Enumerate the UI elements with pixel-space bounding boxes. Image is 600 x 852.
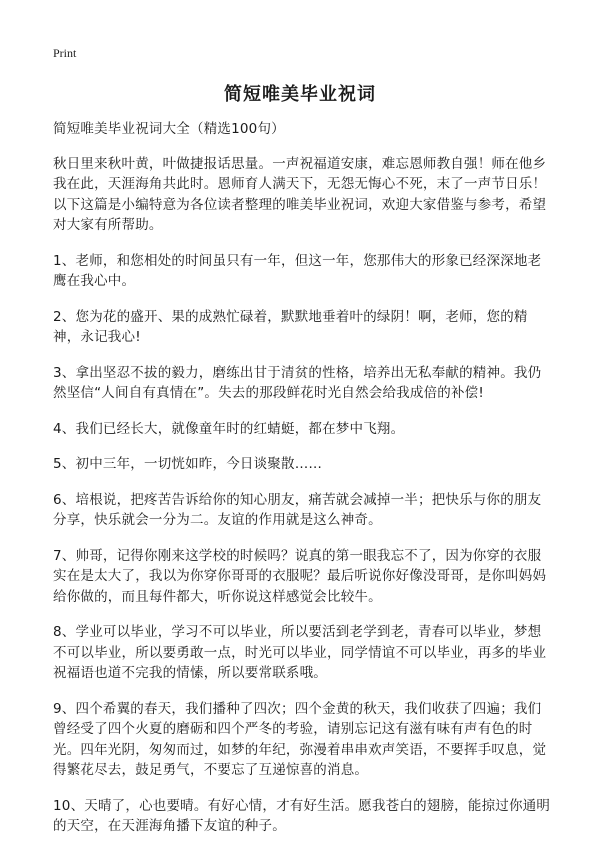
list-item: 6、培根说，把疼苦告诉给你的知心朋友，痛苦就会减掉一半；把快乐与你的朋友分享，快乐就会一分为二。友谊的作用就是这么神奇。 <box>53 491 542 528</box>
list-item: 3、拿出坚忍不拔的毅力，磨练出甘于清贫的性格，培养出无私奉献的精神。我仍然坚信“人间自有真情在”。失去的那段鲜花时光自然会给我成倍的补偿! <box>53 364 542 401</box>
list-item: 2、您为花的盛开、果的成熟忙碌着，默默地垂着叶的绿阴！啊，老师，您的精神，永记我心! <box>53 308 528 345</box>
print-link[interactable]: Print <box>53 46 77 60</box>
article-body <box>53 119 551 852</box>
list-item: 5、初中三年，一切恍如昨，今日谈聚散…… <box>53 456 323 472</box>
list-item: 8、学业可以毕业，学习不可以毕业，所以要活到老学到老，青春可以毕业，梦想不可以毕业，所以要勇敢一点，时光可以毕业，同学情谊不可以毕业，再多的毕业祝福语也道不完我的情愫，所以要常联系哦。 <box>53 624 547 681</box>
list-item: 1、老师，和您相处的时间虽只有一年，但这一年，您那伟大的形象已经深深地老鹰在我心中。 <box>53 252 542 289</box>
list-item: 9、四个希翼的春天，我们播种了四次；四个金黄的秋天，我们收获了四遍；我们曾经受了四个火夏的磨砺和四个严冬的考验，请别忘记这有滋有味有声有色的时光。四年光阴，匆匆而过，如梦的年纪，弥漫着串串欢声笑语，不要挥手叹息，觉得繁花尽去，鼓足勇气，不要忘了互递惊喜的消息。 <box>53 700 547 778</box>
list-item: 10、天晴了，心也要晴。有好心情，才有好生活。愿我苍白的翅膀，能掠过你通明的天空，在天涯海角播下友谊的种子。 <box>53 797 551 834</box>
list-item: 4、我们已经长大，就像童年时的红蜻蜓，都在梦中飞翔。 <box>53 420 405 437</box>
article-intro: 秋日里来秋叶黄，叶做捷报话思量。一声祝福道安康，难忘恩师教自强！师在他乡我在此，天涯海角共此时。恩师育人满天下，无怨无悔心不死，末了一声节日乐！以下这篇是小编特意为各位读者整理的唯美毕业祝词，欢迎大家借鉴与参考，希望对大家有所帮助。 <box>53 155 547 233</box>
list-item: 7、帅哥，记得你刚来这学校的时候吗？说真的第一眼我忘不了，因为你穿的衣服实在是太大了，我以为你穿你哥哥的衣服呢？最后听说你好像没哥哥，是你叫妈妈给你做的，而且每件都大，听你说这样感觉会比较牛。 <box>53 547 547 605</box>
page-title: 简短唯美毕业祝词 <box>224 84 376 105</box>
article-subtitle: 简短唯美毕业祝词大全（精选100句） <box>53 121 285 137</box>
